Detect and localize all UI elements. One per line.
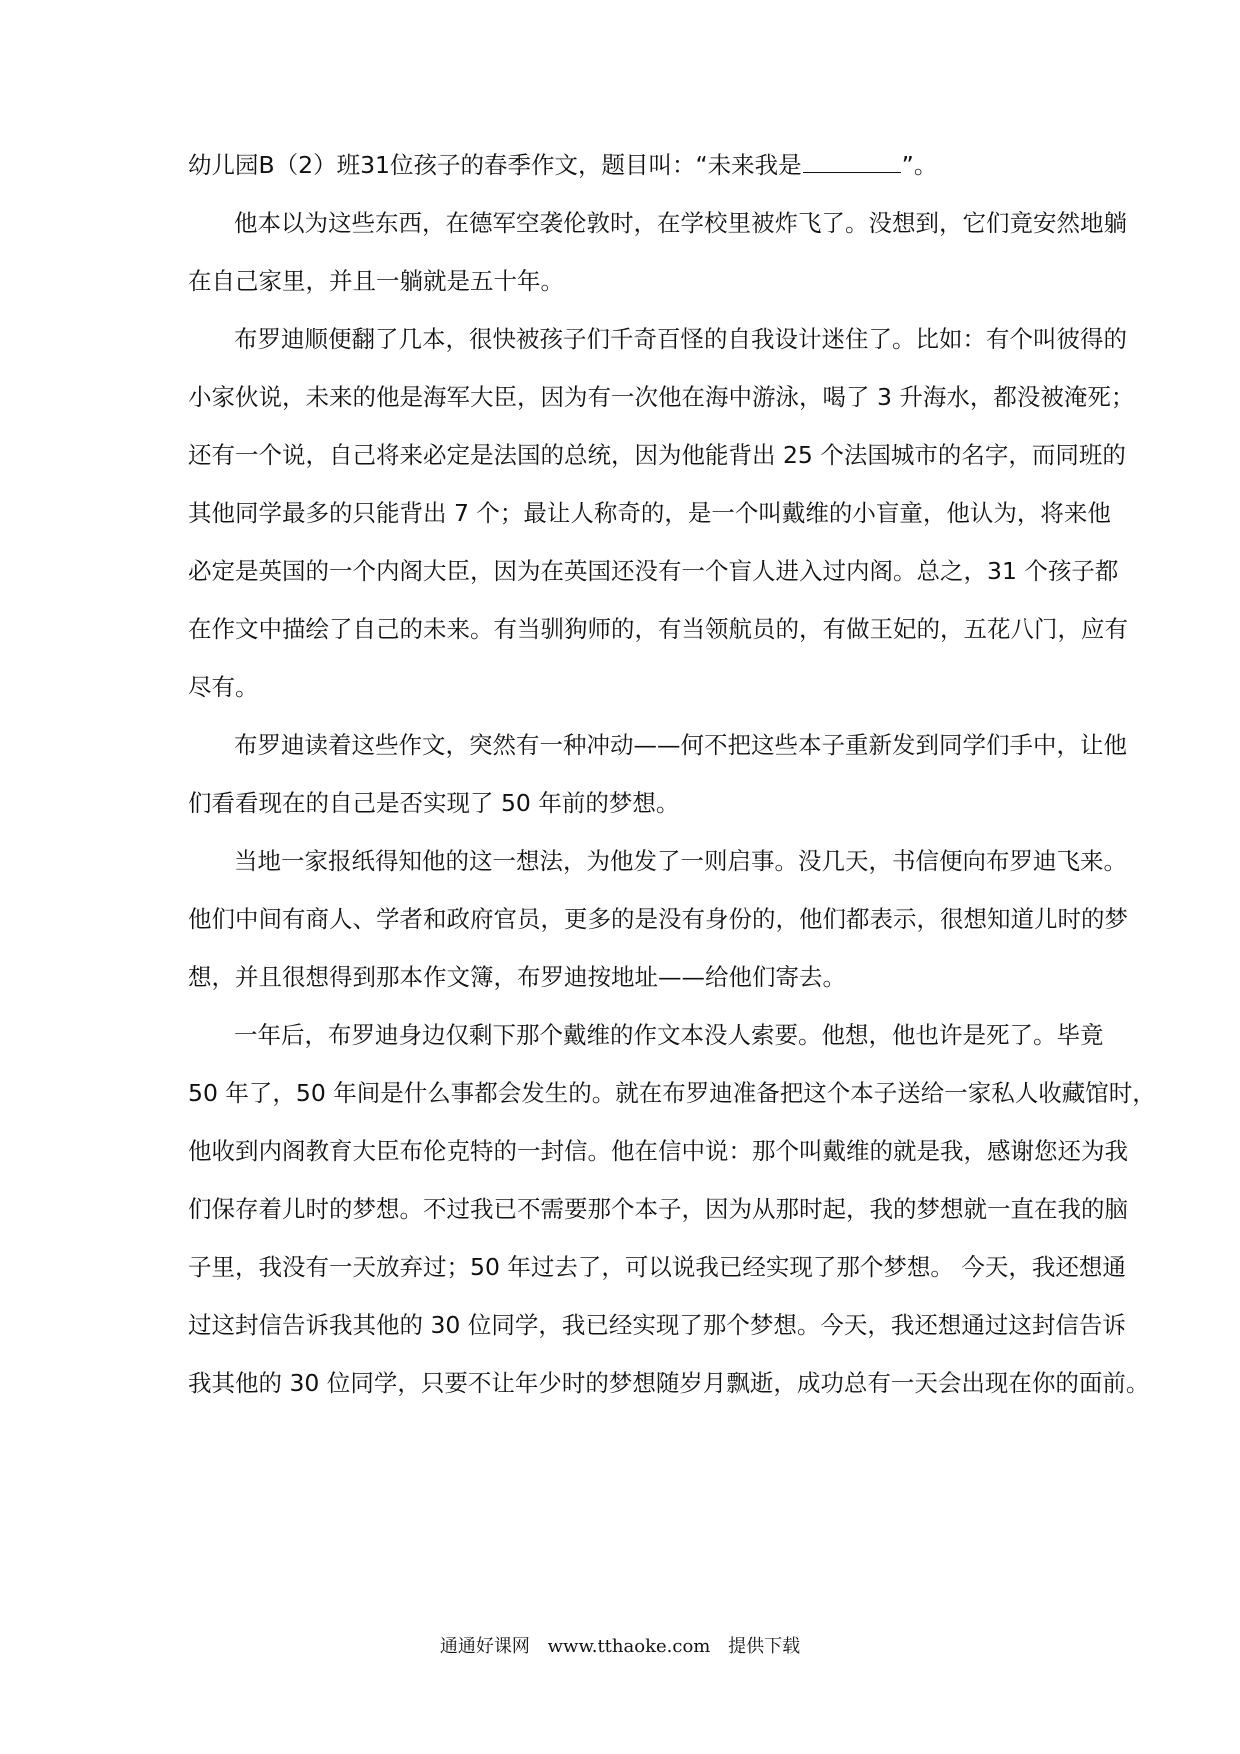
footer-note: 提供下载 (728, 1636, 801, 1657)
text-line-14: 他们中间有商人、学者和政府官员，更多的是没有身份的，他们都表示，很想知道儿时的梦 (188, 905, 1128, 933)
text-line-15: 想，并且很想得到那本作文簿，布罗迪按地址——给他们寄去。 (188, 963, 846, 991)
text-line-2: 他本以为这些东西，在德军空袭伦敦时，在学校里被炸飞了。没想到，它们竟安然地躺 (234, 209, 1127, 237)
text-line-1-end: ”。 (901, 151, 938, 179)
text-line-21: 过这封信告诉我其他的 30 位同学，我已经实现了那个梦想。今天，我还想通过这封信告诉 (188, 1311, 1126, 1339)
fill-in-blank (803, 150, 901, 173)
text-line-4: 布罗迪顺便翻了几本，很快被孩子们千奇百怪的自我设计迷住了。比如：有个叫彼得的 (234, 325, 1127, 353)
text-line-12: 们看看现在的自己是否实现了 50 年前的梦想。 (188, 789, 680, 817)
text-line-1-text: 幼儿园B（2）班31位孩子的春季作文，题目叫：“未来我是 (188, 151, 802, 179)
text-line-1 (188, 150, 1068, 180)
text-line-13: 当地一家报纸得知他的这一想法，为他发了一则启事。没几天，书信便向布罗迪飞来。 (234, 847, 1127, 875)
page-footer (0, 1635, 1240, 1659)
text-line-10: 尽有。 (188, 673, 259, 701)
text-line-17: 50 年了，50 年间是什么事都会发生的。就在布罗迪准备把这个本子送给一家私人收藏馆时， (188, 1079, 1156, 1107)
text-line-11: 布罗迪读着这些作文，突然有一种冲动——何不把这些本子重新发到同学们手中，让他 (234, 731, 1127, 759)
text-line-5: 小家伙说，未来的他是海军大臣，因为有一次他在海中游泳，喝了 3 升海水，都没被淹死； (188, 383, 1135, 411)
text-line-19: 们保存着儿时的梦想。不过我已不需要那个本子，因为从那时起，我的梦想就一直在我的脑 (188, 1195, 1128, 1223)
text-line-8: 必定是英国的一个内阁大臣，因为在英国还没有一个盲人进入过内阁。总之，31 个孩子都 (188, 557, 1119, 585)
text-line-9: 在作文中描绘了自己的未来。有当驯狗师的，有当领航员的，有做王妃的，五花八门，应有 (188, 615, 1128, 643)
text-line-18: 他收到内阁教育大臣布伦克特的一封信。他在信中说：那个叫戴维的就是我，感谢您还为我 (188, 1137, 1128, 1165)
text-line-6: 还有一个说，自己将来必定是法国的总统，因为他能背出 25 个法国城市的名字，而同班的 (188, 441, 1126, 469)
text-line-16: 一年后，布罗迪身边仅剩下那个戴维的作文本没人索要。他想，他也许是死了。毕竟 (234, 1021, 1104, 1049)
footer-url[interactable]: www.tthaoke.com (547, 1636, 711, 1657)
text-line-22: 我其他的 30 位同学，只要不让年少时的梦想随岁月飘逝，成功总有一天会出现在你的面前。 (188, 1369, 1150, 1397)
text-line-3: 在自己家里，并且一躺就是五十年。 (188, 267, 564, 295)
text-line-7: 其他同学最多的只能背出 7 个；最让人称奇的，是一个叫戴维的小盲童，他认为，将来他 (188, 499, 1111, 527)
footer-site-name: 通通好课网 (439, 1636, 530, 1657)
text-line-20: 子里，我没有一天放弃过；50 年过去了，可以说我已经实现了那个梦想。 今天，我还想通 (188, 1253, 1126, 1281)
